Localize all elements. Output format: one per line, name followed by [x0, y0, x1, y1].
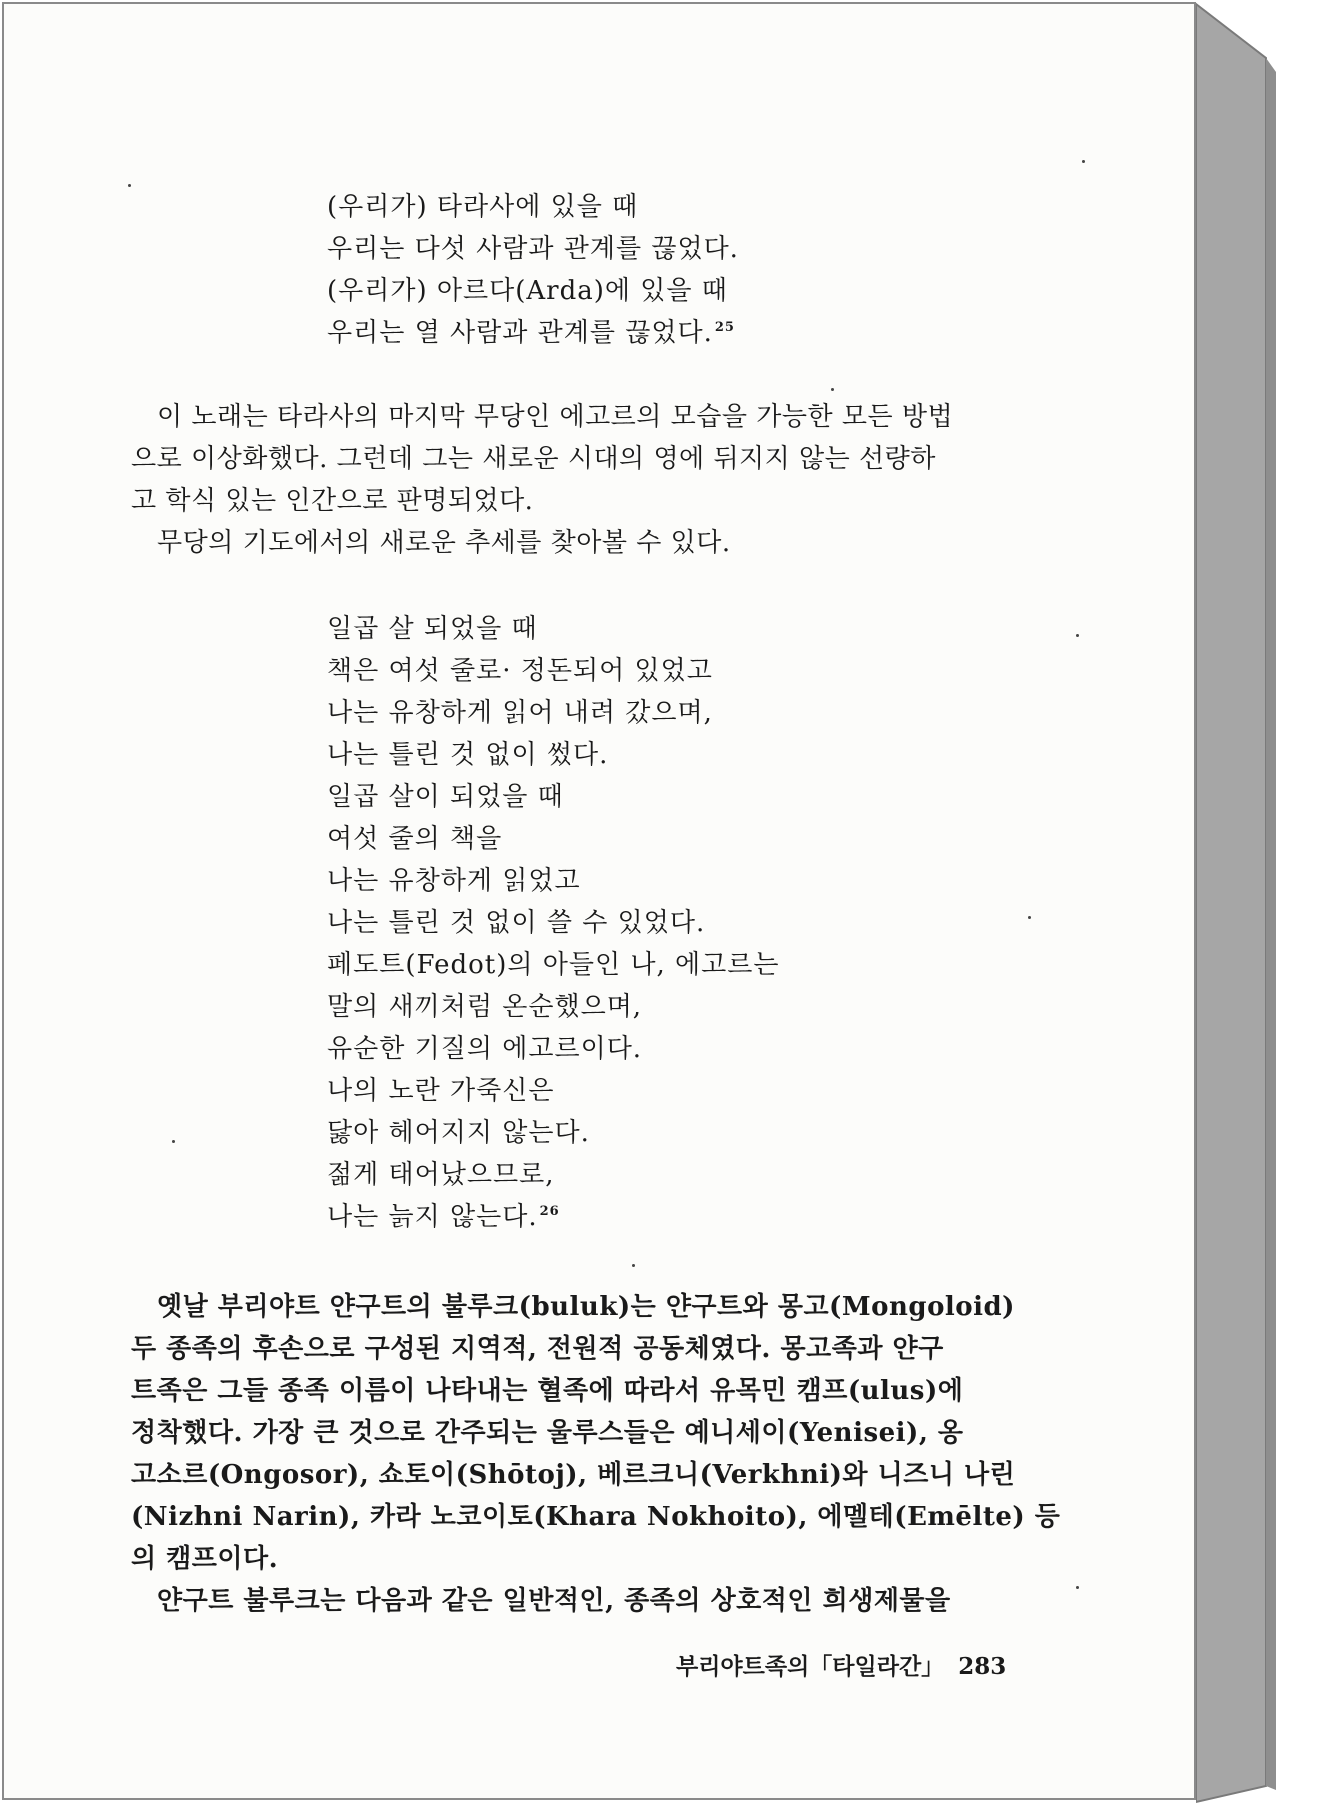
paragraph-line: 무당의 기도에서의 새로운 추세를 찾아볼 수 있다. — [157, 528, 731, 558]
paragraph-line: 얀구트 불루크는 다음과 같은 일반적인, 종족의 상호적인 희생제물을 — [157, 1586, 951, 1616]
verse-line: 젊게 태어났으므로, — [327, 1160, 555, 1190]
footnote-marker: 25 — [714, 320, 735, 336]
verse-line: 나의 노란 가죽신은 — [327, 1076, 555, 1106]
paragraph-line: 고소르(Ongosor), 쇼토이(Shōtoj), 베르크니(Verkhni)와 니즈니 나린 — [131, 1460, 1016, 1490]
verse-line-text: 우리는 열 사람과 관계를 끊었다. — [327, 318, 713, 348]
scan-speck — [1076, 634, 1079, 637]
body-paragraph-3 — [131, 1286, 1061, 1580]
verse-line: 우리는 다섯 사람과 관계를 끊었다. — [327, 234, 739, 264]
paragraph-line: 정착했다. 가장 큰 것으로 간주되는 울루스들은 예니세이(Yenisei), 옹 — [131, 1418, 964, 1448]
paragraph-line: 옛날 부리야트 얀구트의 불루크(buluk)는 얀구트와 몽고(Mongoloid) — [157, 1292, 1015, 1322]
verse-line: 나는 틀린 것 없이 쓸 수 있었다. — [327, 908, 706, 938]
verse-line: 책은 여섯 줄로· 정돈되어 있었고 — [327, 656, 713, 686]
body-paragraph-2 — [131, 522, 1051, 564]
page-number: 283 — [958, 1653, 1007, 1680]
paragraph-line: 의 캠프이다. — [131, 1544, 279, 1574]
verse-line: 여섯 줄의 책을 — [327, 824, 503, 854]
poem-verse-1 — [327, 186, 739, 354]
verse-line: 닳아 헤어지지 않는다. — [327, 1118, 590, 1148]
verse-line: (우리가) 타라사에 있을 때 — [327, 192, 639, 222]
verse-line: 유순한 기질의 에고르이다. — [327, 1034, 643, 1064]
paragraph-line: 고 학식 있는 인간으로 판명되었다. — [131, 486, 534, 516]
poem-verse-2 — [327, 608, 780, 1238]
scan-speck — [128, 184, 131, 187]
body-paragraph-1 — [131, 396, 1051, 522]
scan-speck — [1076, 1586, 1079, 1589]
page-footer — [676, 1648, 1006, 1681]
paragraph-line: 이 노래는 타라사의 마지막 무당인 에고르의 모습을 가능한 모든 방법 — [157, 402, 954, 432]
verse-line: 일곱 살 되었을 때 — [327, 614, 538, 644]
verse-line: 나는 유창하게 읽었고 — [327, 866, 581, 896]
verse-line: 나는 유창하게 읽어 내려 갔으며, — [327, 698, 713, 728]
scan-speck — [172, 1140, 175, 1143]
paragraph-line: 으로 이상화했다. 그런데 그는 새로운 시대의 영에 뒤지지 않는 선량하 — [131, 444, 936, 474]
scan-speck — [1082, 160, 1085, 163]
body-paragraph-4 — [131, 1580, 1051, 1622]
verse-line: 일곱 살이 되었을 때 — [327, 782, 564, 812]
paragraph-line: 트족은 그들 종족 이름이 나타내는 혈족에 따라서 유목민 캠프(ulus)에 — [131, 1376, 964, 1406]
page-stack-edge — [1196, 0, 1330, 1806]
paragraph-line: (Nizhni Narin), 카라 노코이토(Khara Nokhoito), 에멜테(Emēlte) 등 — [131, 1502, 1061, 1532]
verse-line — [327, 1196, 780, 1238]
verse-line-text: 나는 늙지 않는다. — [327, 1202, 538, 1232]
verse-line: 말의 새끼처럼 온순했으며, — [327, 992, 643, 1022]
running-title: 부리야트족의「타일라간」 — [676, 1653, 945, 1680]
scan-speck — [1028, 916, 1031, 919]
verse-line: (우리가) 아르다(Arda)에 있을 때 — [327, 276, 728, 306]
paragraph-line: 두 종족의 후손으로 구성된 지역적, 전원적 공동체였다. 몽고족과 얀구 — [131, 1334, 944, 1364]
verse-line: 페도트(Fedot)의 아들인 나, 에고르는 — [327, 950, 780, 980]
verse-line — [327, 312, 739, 354]
scan-speck — [831, 388, 834, 391]
scan-speck — [632, 1264, 635, 1267]
verse-line: 나는 틀린 것 없이 썼다. — [327, 740, 609, 770]
footnote-marker: 26 — [539, 1204, 560, 1220]
